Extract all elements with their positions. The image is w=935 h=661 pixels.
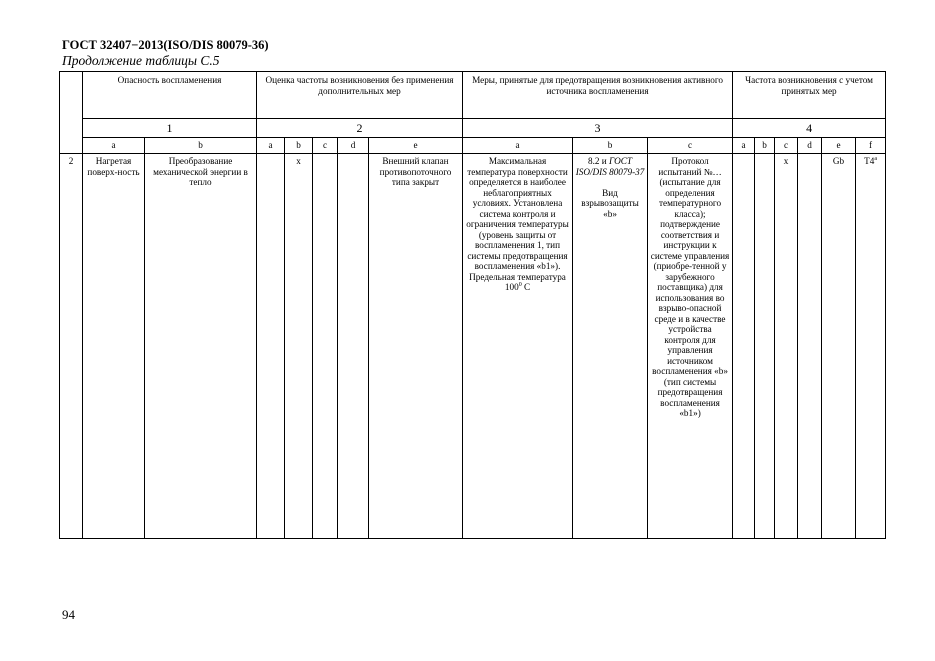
subheader-1b: b [145,138,257,154]
cell-1b-cause: Преобразование механической энергии в тепло [145,154,257,539]
subheader-3b: b [573,138,648,154]
protection-type: Вид взрывозащиты «b» [581,187,639,219]
subheader-4f: f [856,138,886,154]
cell-4b [755,154,775,539]
subheader-2a: a [257,138,285,154]
cell-2e: Внешний клапан противопоточного типа закрыт [369,154,463,539]
subheader-4b: b [755,138,775,154]
subheader-2b: b [285,138,313,154]
subheader-4e: e [822,138,856,154]
group-header-2: Оценка частоты возникновения без применения дополнительных мер [257,72,463,119]
cell-4c: x [775,154,798,539]
group-header-3: Меры, принятые для предотвращения возникновения активного источника воспламенения [463,72,733,119]
degree-mark: 0 [518,281,522,288]
standard-designation: ГОСТ 32407−2013(ISO/DIS 80079-36) [62,38,269,52]
cell-4a [733,154,755,539]
subheader-3c: c [648,138,733,154]
subheader-2c: c [313,138,338,154]
header-row-groups [60,72,886,119]
group-header-1: Опасность воспламенения [83,72,257,119]
cell-4f-temp-class [856,154,886,539]
cell-2a [257,154,285,539]
table-row [60,154,886,539]
subheader-4c: c [775,138,798,154]
footnote-mark: a [874,155,877,162]
group-number-4: 4 [733,119,886,138]
cell-3c-documentation: Протокол испытаний №… (испытание для определения температурного класса); подтверждение соответствия и инструкции к системе управления (приобре-тенной у зарубежного поставщика) для использования во взрыво-опасной среде и в качестве устройства контроля для управления источником воспламенения «b» (тип системы предотвращения воспламенения «b1») [648,154,733,539]
reference-standard: ГОСТ ISO/DIS 80079-37 [575,156,645,177]
reference-clause: 8.2 и [588,156,607,166]
cell-3a-measures [463,154,573,539]
cell-2b: x [285,154,313,539]
cell-2d [338,154,369,539]
subheader-4a: a [733,138,755,154]
page-number: 94 [62,607,75,622]
cell-2c [313,154,338,539]
temperature-unit: C [521,282,531,292]
subheader-1a: a [83,138,145,154]
cell-row-number: 2 [60,154,83,539]
subheader-4d: d [798,138,822,154]
row-number-header [60,72,83,154]
group-header-4: Частота возникновения с учетом принятых мер [733,72,886,119]
group-number-2: 2 [257,119,463,138]
ignition-hazard-table [59,71,886,539]
cell-3b-reference [573,154,648,539]
subheader-2e: e [369,138,463,154]
group-number-3: 3 [463,119,733,138]
subheader-2d: d [338,138,369,154]
temp-class-value: T4 [864,156,875,166]
header-row-letters [60,138,886,154]
measures-text: Максимальная температура поверхности определяется в наиболее неблагоприятных условиях. Установлена система контроля и ограничения температуры (уровень защиты от воспламенения 1, тип системы предотвращения воспламенения «b1»). Предельная температура 100 [466,156,569,292]
cell-4d [798,154,822,539]
cell-4e-epl: Gb [822,154,856,539]
group-number-1: 1 [83,119,257,138]
cell-1a-hazard: Нагретая поверх-ность [83,154,145,539]
subheader-3a: a [463,138,573,154]
header-row-numbers [60,119,886,138]
table-continuation-caption: Продолжение таблицы С.5 [62,53,220,68]
